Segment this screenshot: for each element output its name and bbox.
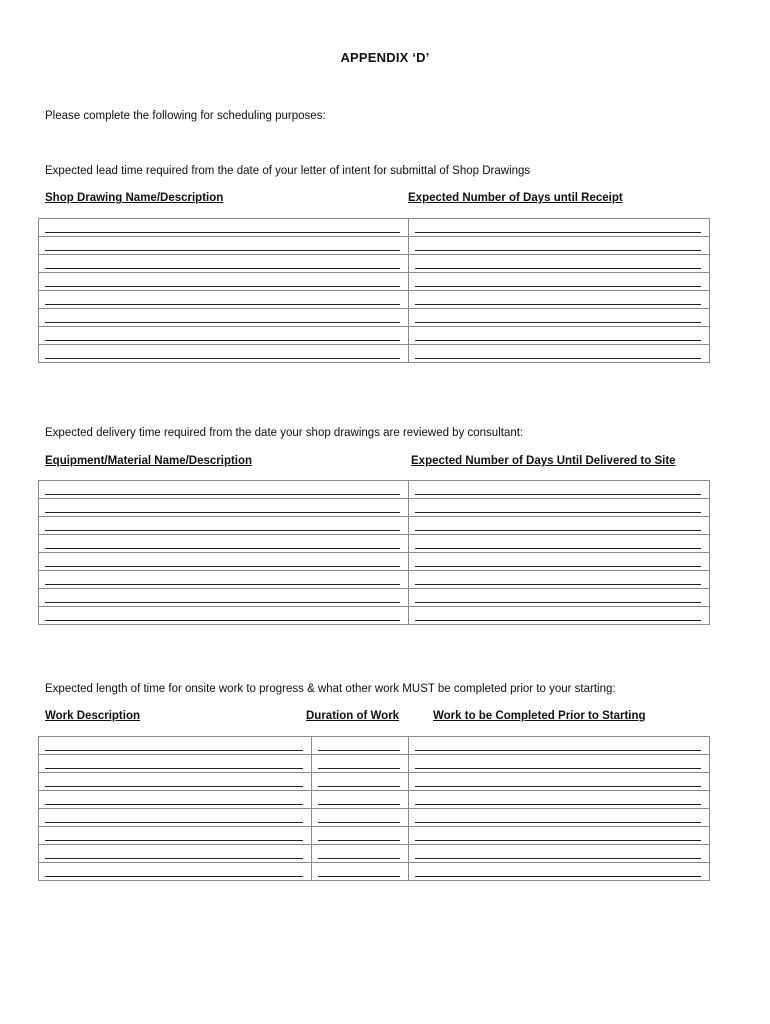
- fill-in-blank-line: [318, 822, 400, 823]
- equipment-cell[interactable]: [39, 607, 409, 625]
- shop-drawing-cell[interactable]: [409, 345, 710, 363]
- fill-in-blank-line: [45, 786, 303, 787]
- equipment-cell[interactable]: [39, 535, 409, 553]
- shop-drawing-cell[interactable]: [409, 327, 710, 345]
- fill-in-blank-line: [318, 840, 400, 841]
- fill-in-blank-line: [45, 512, 400, 513]
- fill-in-blank-line: [45, 602, 400, 603]
- work-cell[interactable]: [312, 773, 409, 791]
- work-cell[interactable]: [409, 791, 710, 809]
- onsite-work-table: [38, 736, 710, 881]
- equipment-cell[interactable]: [409, 589, 710, 607]
- shop-drawing-row: [39, 219, 710, 237]
- fill-in-blank-line: [45, 804, 303, 805]
- fill-in-blank-line: [45, 286, 400, 287]
- fill-in-blank-line: [415, 602, 701, 603]
- fill-in-blank-line: [45, 566, 400, 567]
- fill-in-blank-line: [415, 232, 701, 233]
- equipment-cell[interactable]: [39, 553, 409, 571]
- fill-in-blank-line: [318, 804, 400, 805]
- fill-in-blank-line: [415, 584, 701, 585]
- equipment-cell[interactable]: [409, 571, 710, 589]
- work-cell[interactable]: [39, 845, 312, 863]
- work-cell[interactable]: [409, 845, 710, 863]
- equipment-cell[interactable]: [409, 535, 710, 553]
- equipment-cell[interactable]: [39, 589, 409, 607]
- work-row: [39, 773, 710, 791]
- fill-in-blank-line: [415, 858, 701, 859]
- fill-in-blank-line: [45, 620, 400, 621]
- fill-in-blank-line: [415, 840, 701, 841]
- shop-drawings-table: [38, 218, 710, 363]
- equipment-cell[interactable]: [409, 553, 710, 571]
- fill-in-blank-line: [45, 584, 400, 585]
- work-row: [39, 809, 710, 827]
- shop-drawing-row: [39, 255, 710, 273]
- work-cell[interactable]: [39, 755, 312, 773]
- equipment-cell[interactable]: [39, 499, 409, 517]
- work-cell[interactable]: [312, 863, 409, 881]
- fill-in-blank-line: [415, 340, 701, 341]
- fill-in-blank-line: [318, 858, 400, 859]
- section3-description: Expected length of time for onsite work to progress & what other work MUST be completed prior to your starting:: [45, 683, 616, 695]
- equipment-row: [39, 589, 710, 607]
- shop-drawing-cell[interactable]: [409, 273, 710, 291]
- fill-in-blank-line: [415, 822, 701, 823]
- fill-in-blank-line: [45, 750, 303, 751]
- work-cell[interactable]: [409, 863, 710, 881]
- shop-drawing-cell[interactable]: [39, 255, 409, 273]
- work-row: [39, 863, 710, 881]
- shop-drawing-cell[interactable]: [39, 273, 409, 291]
- fill-in-blank-line: [415, 548, 701, 549]
- shop-drawing-cell[interactable]: [39, 345, 409, 363]
- shop-drawing-cell[interactable]: [39, 237, 409, 255]
- shop-drawing-row: [39, 237, 710, 255]
- fill-in-blank-line: [415, 750, 701, 751]
- fill-in-blank-line: [45, 304, 400, 305]
- work-cell[interactable]: [312, 791, 409, 809]
- work-row: [39, 737, 710, 755]
- equipment-delivery-table: [38, 480, 710, 625]
- fill-in-blank-line: [45, 768, 303, 769]
- fill-in-blank-line: [415, 566, 701, 567]
- fill-in-blank-line: [45, 858, 303, 859]
- fill-in-blank-line: [45, 232, 400, 233]
- fill-in-blank-line: [415, 804, 701, 805]
- work-row: [39, 791, 710, 809]
- fill-in-blank-line: [45, 340, 400, 341]
- fill-in-blank-line: [415, 530, 701, 531]
- work-cell[interactable]: [312, 737, 409, 755]
- fill-in-blank-line: [45, 548, 400, 549]
- fill-in-blank-line: [45, 822, 303, 823]
- shop-drawing-cell[interactable]: [409, 219, 710, 237]
- fill-in-blank-line: [45, 322, 400, 323]
- work-cell[interactable]: [39, 863, 312, 881]
- work-cell[interactable]: [39, 737, 312, 755]
- fill-in-blank-line: [318, 768, 400, 769]
- intro-text: Please complete the following for scheduling purposes:: [45, 110, 326, 122]
- work-cell[interactable]: [39, 773, 312, 791]
- equipment-cell[interactable]: [39, 571, 409, 589]
- shop-drawing-cell[interactable]: [409, 291, 710, 309]
- page-title: APPENDIX ‘D’: [340, 50, 430, 65]
- work-cell[interactable]: [312, 845, 409, 863]
- equipment-cell[interactable]: [409, 517, 710, 535]
- work-cell[interactable]: [39, 809, 312, 827]
- fill-in-blank-line: [415, 494, 701, 495]
- fill-in-blank-line: [45, 250, 400, 251]
- fill-in-blank-line: [415, 512, 701, 513]
- shop-drawing-row: [39, 345, 710, 363]
- section1-col1-header: Shop Drawing Name/Description: [45, 192, 224, 204]
- fill-in-blank-line: [318, 876, 400, 877]
- fill-in-blank-line: [415, 322, 701, 323]
- shop-drawing-row: [39, 309, 710, 327]
- shop-drawing-cell[interactable]: [409, 309, 710, 327]
- equipment-row: [39, 553, 710, 571]
- fill-in-blank-line: [318, 750, 400, 751]
- section1-description: Expected lead time required from the date of your letter of intent for submittal of Shop Drawings: [45, 165, 531, 177]
- section2-col1-header: Equipment/Material Name/Description: [45, 455, 253, 467]
- shop-drawing-cell[interactable]: [39, 291, 409, 309]
- fill-in-blank-line: [45, 876, 303, 877]
- work-row: [39, 827, 710, 845]
- fill-in-blank-line: [415, 876, 701, 877]
- section1-col2-header: Expected Number of Days until Receipt: [408, 192, 623, 204]
- fill-in-blank-line: [45, 358, 400, 359]
- fill-in-blank-line: [45, 530, 400, 531]
- work-cell[interactable]: [39, 791, 312, 809]
- fill-in-blank-line: [415, 268, 701, 269]
- fill-in-blank-line: [415, 358, 701, 359]
- fill-in-blank-line: [45, 494, 400, 495]
- section3-col3-header: Work to be Completed Prior to Starting: [433, 710, 646, 722]
- shop-drawing-row: [39, 273, 710, 291]
- fill-in-blank-line: [415, 620, 701, 621]
- section3-col2-header: Duration of Work: [306, 710, 400, 722]
- shop-drawing-row: [39, 291, 710, 309]
- work-cell[interactable]: [312, 755, 409, 773]
- fill-in-blank-line: [415, 286, 701, 287]
- equipment-row: [39, 607, 710, 625]
- shop-drawing-cell[interactable]: [39, 327, 409, 345]
- shop-drawing-row: [39, 327, 710, 345]
- work-cell[interactable]: [312, 827, 409, 845]
- work-row: [39, 755, 710, 773]
- section2-description: Expected delivery time required from the date your shop drawings are reviewed by consultant:: [45, 427, 524, 439]
- fill-in-blank-line: [415, 304, 701, 305]
- work-cell[interactable]: [409, 809, 710, 827]
- equipment-row: [39, 481, 710, 499]
- work-cell[interactable]: [312, 809, 409, 827]
- equipment-cell[interactable]: [39, 517, 409, 535]
- work-cell[interactable]: [409, 755, 710, 773]
- shop-drawing-cell[interactable]: [39, 219, 409, 237]
- work-cell[interactable]: [39, 827, 312, 845]
- equipment-row: [39, 571, 710, 589]
- shop-drawing-cell[interactable]: [409, 237, 710, 255]
- work-cell[interactable]: [409, 737, 710, 755]
- equipment-cell[interactable]: [409, 481, 710, 499]
- fill-in-blank-line: [318, 786, 400, 787]
- equipment-row: [39, 517, 710, 535]
- equipment-row: [39, 535, 710, 553]
- fill-in-blank-line: [415, 786, 701, 787]
- fill-in-blank-line: [45, 840, 303, 841]
- fill-in-blank-line: [45, 268, 400, 269]
- equipment-cell[interactable]: [409, 499, 710, 517]
- shop-drawing-cell[interactable]: [409, 255, 710, 273]
- equipment-row: [39, 499, 710, 517]
- section3-col1-header: Work Description: [45, 710, 140, 722]
- section2-col2-header: Expected Number of Days Until Delivered to Site: [411, 455, 676, 467]
- work-row: [39, 845, 710, 863]
- equipment-cell[interactable]: [39, 481, 409, 499]
- work-cell[interactable]: [409, 773, 710, 791]
- shop-drawing-cell[interactable]: [39, 309, 409, 327]
- fill-in-blank-line: [415, 250, 701, 251]
- fill-in-blank-line: [415, 768, 701, 769]
- work-cell[interactable]: [409, 827, 710, 845]
- equipment-cell[interactable]: [409, 607, 710, 625]
